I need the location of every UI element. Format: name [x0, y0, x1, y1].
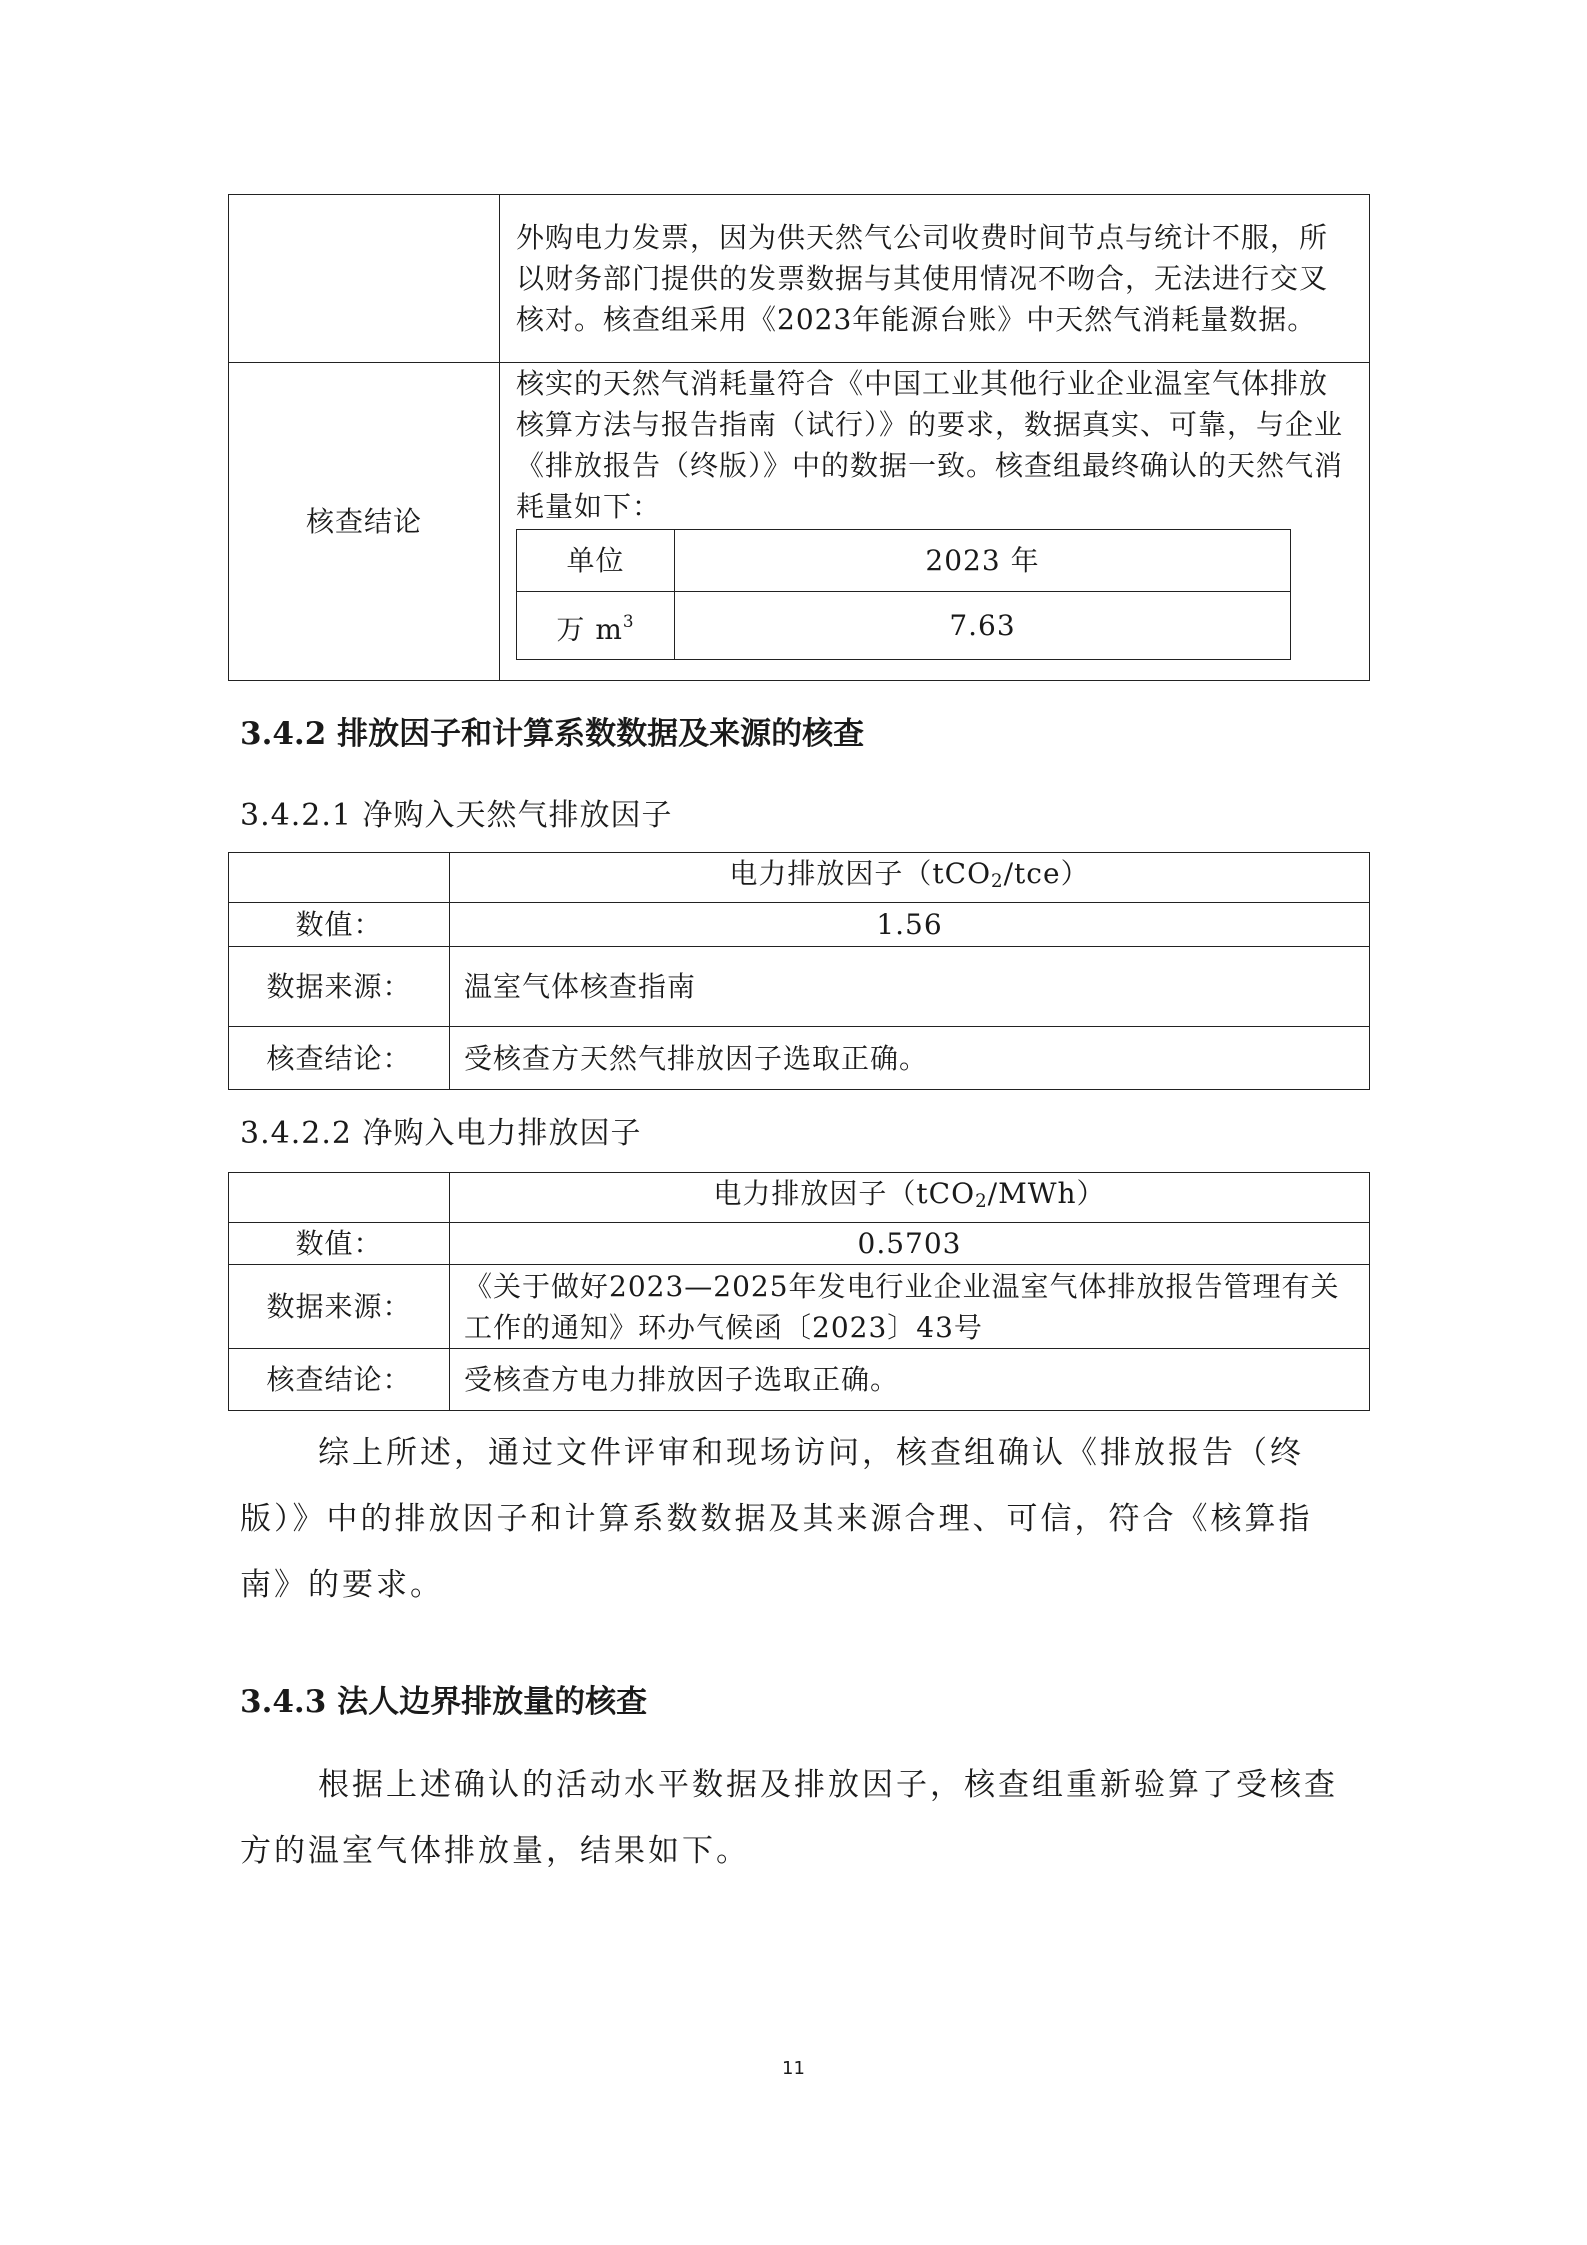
- table2-value: 温室气体核查指南: [464, 970, 697, 1003]
- inner-unit-sup: 3: [622, 611, 635, 631]
- subsection-heading-3-4-2-1: 3.4.2.1 净购入天然气排放因子: [240, 798, 673, 833]
- inner-header-year-cell: [675, 530, 1291, 592]
- table2-label: 数据来源：: [266, 970, 412, 1003]
- table2-label-cell: [229, 947, 450, 1027]
- table1-row2-label-cell: [229, 363, 500, 681]
- inner-header-unit: 单位: [566, 544, 625, 577]
- table2-header-sub: 2: [991, 871, 1004, 892]
- table1-empty-label-cell: [229, 195, 500, 363]
- section-number: 3.4.3: [240, 1684, 327, 1720]
- table2-header-post: /tce）: [1003, 857, 1090, 890]
- table2-header: [729, 857, 1089, 890]
- table3-label-cell: [229, 1349, 450, 1411]
- table2-value-cell: [450, 1027, 1370, 1090]
- inner-value-cell: [675, 592, 1291, 660]
- table3-value: 《关于做好2023—2025年发电行业企业温室气体排放报告管理有关工作的通知》环办气候函〔2023〕43号: [464, 1269, 1340, 1344]
- recalculation-paragraph: 根据上述确认的活动水平数据及排放因子，核查组重新验算了受核查方的温室气体排放量，结果如下。: [240, 1767, 1338, 1869]
- table3-header-post: /MWh）: [987, 1177, 1106, 1210]
- table2-header-empty: [229, 853, 450, 903]
- table2-label-cell: [229, 903, 450, 947]
- table3-label: 数值：: [295, 1227, 383, 1260]
- table2-label: 核查结论：: [266, 1041, 412, 1075]
- table1-row2-content: [500, 363, 1370, 681]
- subsection-heading-3-4-2-2: 3.4.2.2 净购入电力排放因子: [240, 1116, 642, 1151]
- page-number: 11: [782, 2058, 805, 2079]
- summary-paragraph: 综上所述，通过文件评审和现场访问，核查组确认《排放报告（终版）》中的排放因子和计算系数数据及其来源合理、可信，符合《核算指南》的要求。: [240, 1435, 1313, 1603]
- table3-value-cell: [450, 1265, 1370, 1349]
- table3-header-sub: 2: [975, 1191, 988, 1212]
- table3-header-empty: [229, 1173, 450, 1223]
- table3-header-cell: [450, 1173, 1370, 1223]
- inner-header-year: 2023 年: [925, 544, 1040, 577]
- inner-consumption-table: [516, 529, 1291, 660]
- table2-value: 1.56: [876, 908, 943, 941]
- table3-value: 受核查方电力排放因子选取正确。: [464, 1363, 900, 1396]
- table2-label-cell: [229, 1027, 450, 1090]
- table1-row1-text: 外购电力发票，因为供天然气公司收费时间节点与统计不服，所以财务部门提供的发票数据与其使用情况不吻合，无法进行交叉核对。核查组采用《2023年能源台账》中天然气消耗量数据。: [516, 221, 1329, 336]
- table2-value-cell: [450, 903, 1370, 947]
- inner-unit-cell: [517, 592, 675, 660]
- verification-table-natural-gas: [228, 194, 1370, 681]
- table2-label: 数值：: [295, 908, 383, 941]
- table1-row2-text: 核实的天然气消耗量符合《中国工业其他行业企业温室气体排放核算方法与报告指南（试行）》的要求，数据真实、可靠，与企业《排放报告（终版）》中的数据一致。核查组最终确认的天然气消耗量如下：: [516, 367, 1344, 523]
- section-heading-3-4-2: [240, 708, 864, 753]
- table3-label-cell: [229, 1265, 450, 1349]
- table3-label: 核查结论：: [266, 1363, 412, 1396]
- inner-header-unit-cell: [517, 530, 675, 592]
- table2-value-cell: [450, 947, 1370, 1027]
- section-title: 法人边界排放量的核查: [337, 1684, 648, 1720]
- table1-row1-content: [500, 195, 1370, 363]
- inner-value: 7.63: [949, 609, 1016, 642]
- table3-value-cell: [450, 1223, 1370, 1265]
- table2-header-cell: [450, 853, 1370, 903]
- table3-value: 0.5703: [857, 1227, 962, 1260]
- table2-header-pre: 电力排放因子（tCO: [729, 857, 992, 890]
- section-title: 排放因子和计算系数数据及来源的核查: [337, 716, 865, 752]
- table3-header: [713, 1177, 1105, 1210]
- table3-label: 数据来源：: [266, 1290, 412, 1323]
- table3-value-cell: [450, 1349, 1370, 1411]
- inner-unit-prefix: 万 m: [556, 613, 623, 646]
- inner-unit: [556, 613, 634, 646]
- table3-label-cell: [229, 1223, 450, 1265]
- electricity-emission-factor-table: [228, 1172, 1370, 1411]
- table2-value: 受核查方天然气排放因子选取正确。: [464, 1041, 929, 1075]
- natural-gas-emission-factor-table: [228, 852, 1370, 1090]
- table3-header-pre: 电力排放因子（tCO: [713, 1177, 976, 1210]
- section-heading-3-4-3: [240, 1676, 647, 1721]
- section-number: 3.4.2: [240, 716, 327, 752]
- table1-row2-label: 核查结论: [305, 505, 422, 538]
